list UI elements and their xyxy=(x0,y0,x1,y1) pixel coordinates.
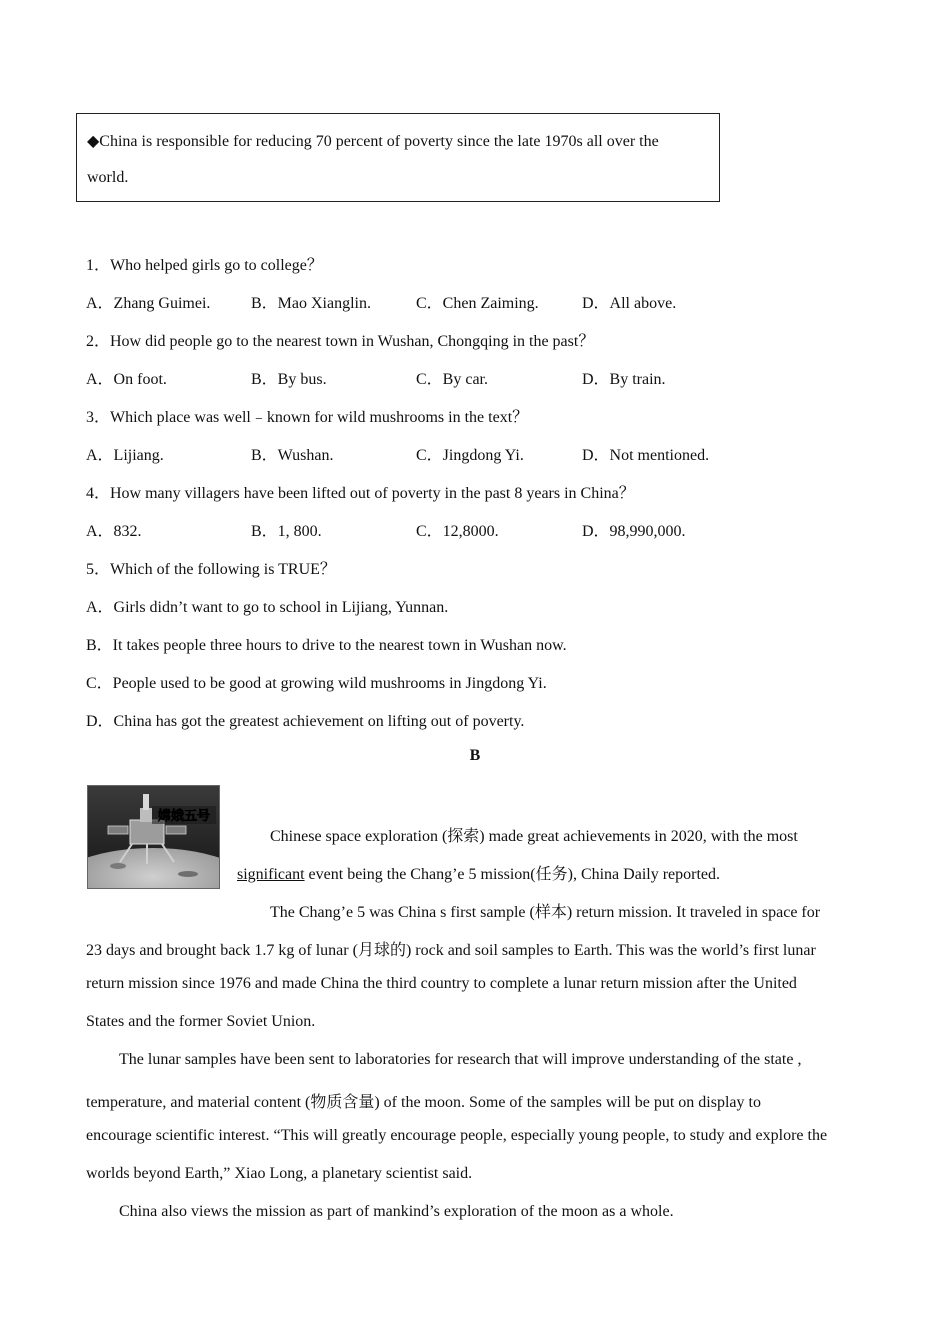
question-stem: 5．Which of the following is TRUE？ xyxy=(86,561,336,578)
question-option: B．It takes people three hours to drive to the nearest town in Wushan now. xyxy=(86,637,567,654)
question-option: B．By bus. xyxy=(251,371,327,388)
question-stem: 4．How many villagers have been lifted out of poverty in the past 8 years in China？ xyxy=(86,485,635,502)
paragraph-line xyxy=(237,861,720,884)
question-option: D．98,990,000. xyxy=(582,523,686,540)
paragraph-line: The lunar samples have been sent to laboratories for research that will improve understanding of the state , xyxy=(119,1051,802,1068)
question-option: C．Chen Zaiming. xyxy=(416,295,539,312)
info-box-line: world. xyxy=(87,169,129,186)
question-option: C．People used to be good at growing wild mushrooms in Jingdong Yi. xyxy=(86,675,547,692)
paragraph-line: 23 days and brought back 1.7 kg of lunar (月球的) rock and soil samples to Earth. This was the world’s first lunar xyxy=(86,942,816,959)
question-option: A．Lijiang. xyxy=(86,447,164,464)
paragraph-line: The Chang’e 5 was China s first sample (样本) return mission. It traveled in space for xyxy=(270,904,821,921)
question-option: D．All above. xyxy=(582,295,677,312)
question-option: A．Girls didn’t want to go to school in Lijiang, Yunnan. xyxy=(86,599,449,616)
lander-photo xyxy=(87,785,220,889)
paragraph-line: return mission since 1976 and made China the third country to complete a lunar return mission after the United xyxy=(86,975,797,992)
paragraph-text: event being the Chang’e 5 mission(任务), China Daily reported. xyxy=(304,866,721,883)
image-caption: 嫦娥五号 xyxy=(157,809,211,824)
question-stem: 2．How did people go to the nearest town in Wushan, Chongqing in the past？ xyxy=(86,333,595,350)
question-stem: 3．Which place was well﹣known for wild mushrooms in the text？ xyxy=(86,409,529,426)
question-option: A．On foot. xyxy=(86,371,167,388)
paragraph-line: States and the former Soviet Union. xyxy=(86,1013,316,1030)
info-box-line: ◆China is responsible for reducing 70 percent of poverty since the late 1970s all over the xyxy=(87,133,659,150)
question-option: B．Mao Xianglin. xyxy=(251,295,371,312)
paragraph-line: encourage scientific interest. “This will greatly encourage people, especially young people, to study and explore the xyxy=(86,1127,828,1144)
underlined-word: significant xyxy=(237,866,305,883)
question-option: C．12,8000. xyxy=(416,523,499,540)
paragraph-line: China also views the mission as part of mankind’s exploration of the moon as a whole. xyxy=(119,1203,674,1220)
section-heading: B xyxy=(469,747,481,764)
paragraph-line: worlds beyond Earth,” Xiao Long, a planetary scientist said. xyxy=(86,1165,473,1182)
question-option: B．1, 800. xyxy=(251,523,322,540)
question-option: B．Wushan. xyxy=(251,447,334,464)
info-box xyxy=(76,113,720,202)
question-option: D．By train. xyxy=(582,371,666,388)
question-option: D．Not mentioned. xyxy=(582,447,710,464)
question-option: C．By car. xyxy=(416,371,488,388)
question-stem: 1．Who helped girls go to college？ xyxy=(86,257,323,274)
question-option: D．China has got the greatest achievement on lifting out of poverty. xyxy=(86,713,525,730)
question-option: A．832. xyxy=(86,523,142,540)
paragraph-line: temperature, and material content (物质含量) of the moon. Some of the samples will be put on display to xyxy=(86,1094,761,1111)
paragraph-line: Chinese space exploration (探索) made great achievements in 2020, with the most xyxy=(270,828,798,845)
lunar-lander-image xyxy=(88,786,219,888)
question-option: C．Jingdong Yi. xyxy=(416,447,524,464)
question-option: A．Zhang Guimei. xyxy=(86,295,211,312)
